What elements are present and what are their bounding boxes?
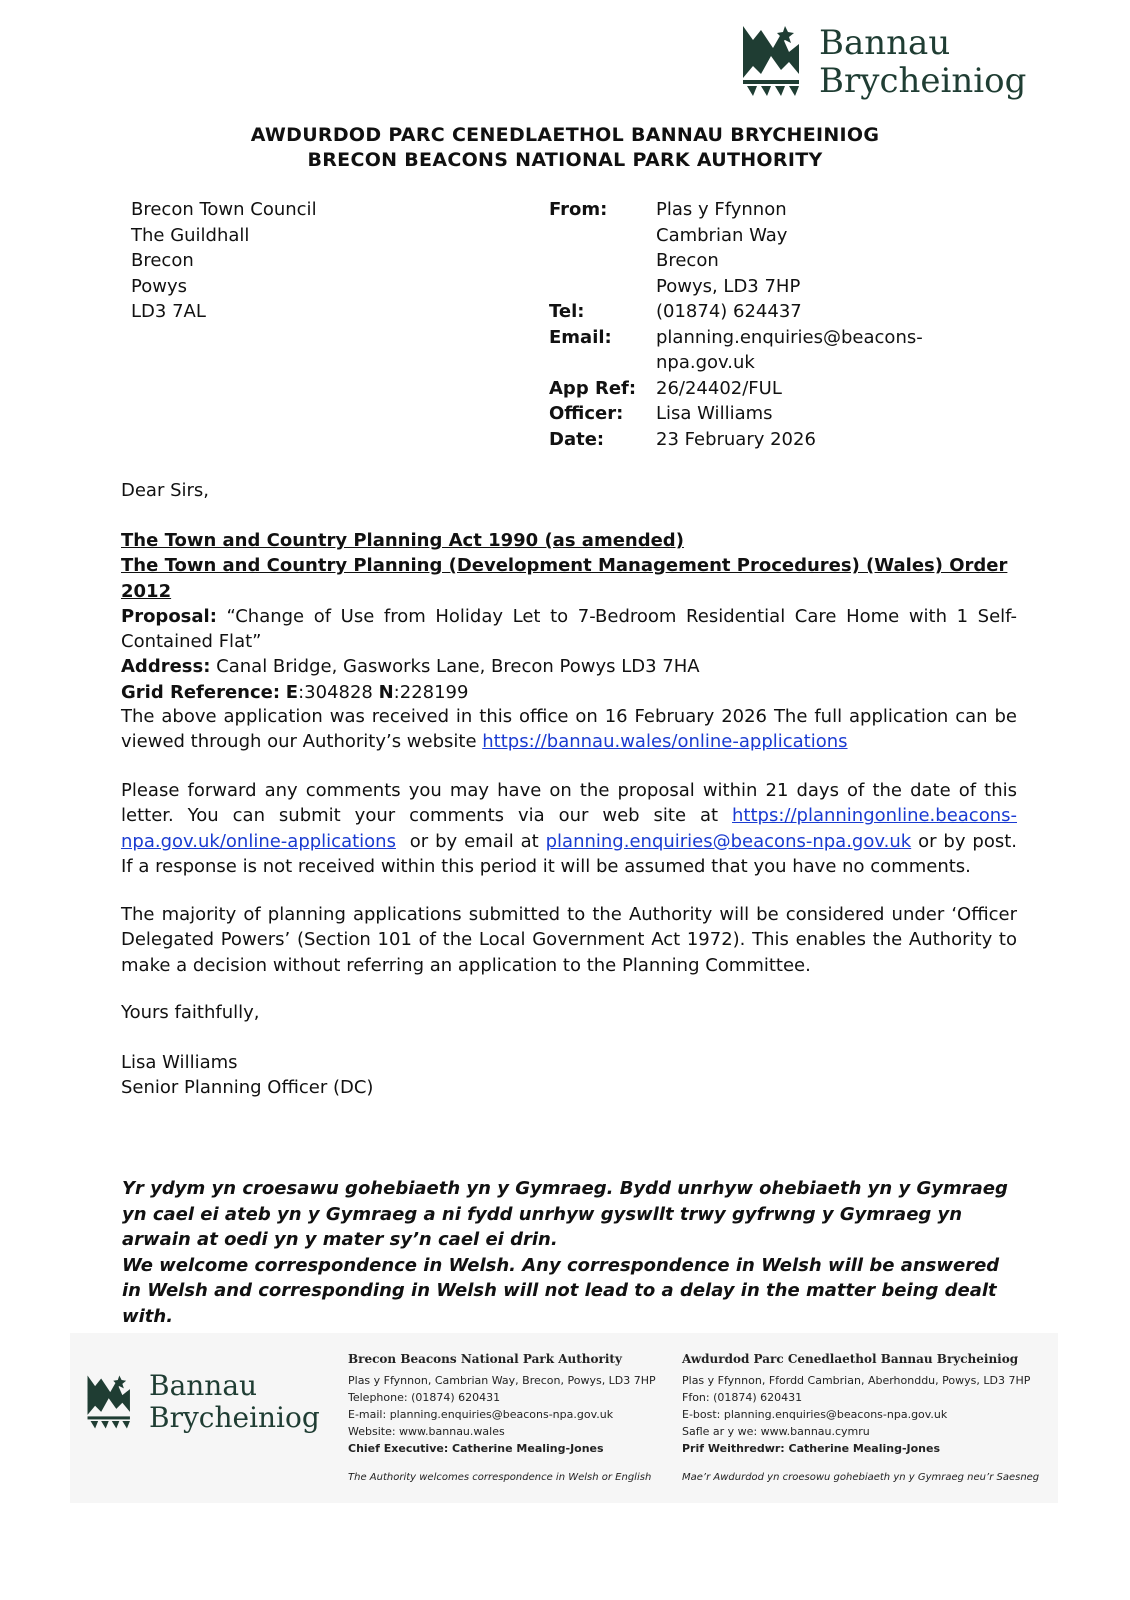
footer-bannau-logo xyxy=(86,1369,326,1443)
footer-english-title: Brecon Beacons National Park Authority xyxy=(348,1352,622,1366)
footer-english-note: The Authority welcomes correspondence in Welsh or English xyxy=(348,1472,652,1483)
heading-welsh: AWDURDOD PARC CENEDLAETHOL BANNAU BRYCHEINIOG xyxy=(250,124,880,146)
proposal xyxy=(121,604,1017,655)
recipient-line: Powys xyxy=(131,275,187,297)
recipient-line: Brecon xyxy=(131,250,194,271)
from-label: From: xyxy=(549,199,608,220)
appref-value: 26/24402/FUL xyxy=(656,377,782,399)
northing-value: :228199 xyxy=(393,681,469,703)
northing-label: N xyxy=(378,681,394,703)
paragraph-comments-text-1: Please forward any comments you may have on the proposal within 21 days of the date of this letter. You can submit your comments via our web site at xyxy=(121,780,1017,827)
footer-logo-line-1: Bannau xyxy=(149,1369,258,1402)
paragraph-comments xyxy=(121,778,1017,879)
footer-english-contact xyxy=(348,1351,656,1486)
footer-welsh-title: Awdurdod Parc Cenedlaethol Bannau Brycheiniog xyxy=(682,1352,1019,1366)
date-label: Date: xyxy=(549,428,605,450)
easting-label: E xyxy=(285,681,299,703)
welsh-language-statement xyxy=(122,1176,1015,1329)
site-address xyxy=(121,654,1017,679)
planning-email-link[interactable]: planning.enquiries@beacons-npa.gov.uk xyxy=(545,830,912,852)
logo-line-2: Brycheiniog xyxy=(819,61,1027,101)
officer-value: Lisa Williams xyxy=(656,403,773,424)
tel-label: Tel: xyxy=(549,301,585,322)
paragraph-delegated-powers: The majority of planning applications submitted to the Authority will be considered under ‘Officer Delegated Powers’ (Section 101 of the Local Government Act 1972). This enables the Authority to make a decision without referring an application to the Planning Committee. xyxy=(121,904,1017,976)
footer-english-phone: Telephone: (01874) 620431 xyxy=(348,1391,501,1404)
footer-english-address: Plas y Ffynnon, Cambrian Way, Brecon, Powys, LD3 7HP xyxy=(348,1374,656,1387)
paragraph-received-text: The above application was received in this office on 16 February 2026 The full application can be viewed through our Authority’s website xyxy=(121,706,1017,753)
footer-welsh-ceo: Prif Weithredwr: Catherine Mealing-Jones xyxy=(682,1442,941,1455)
from-line: Plas y Ffynnon xyxy=(656,199,787,220)
paragraph-received xyxy=(121,704,1017,755)
recipient-address xyxy=(131,197,317,325)
bannau-logo xyxy=(741,25,1026,105)
salutation: Dear Sirs, xyxy=(121,480,210,501)
logo-line-1: Bannau xyxy=(819,23,951,63)
welsh-statement-en: We welcome correspondence in Welsh. Any correspondence in Welsh will be answered in Welsh and corresponding in Welsh will not lead to a delay in the matter being dealt with. xyxy=(122,1254,1000,1327)
email-value-line-2: npa.gov.uk xyxy=(656,352,755,373)
from-line: Brecon xyxy=(656,250,719,271)
mountain-emblem-icon xyxy=(741,26,807,96)
footer-logo-line-2: Brycheiniog xyxy=(149,1401,320,1434)
from-line: Powys, LD3 7HP xyxy=(656,275,801,297)
online-applications-link[interactable]: https://bannau.wales/online-applications xyxy=(482,731,848,753)
email-value-line-1: planning.enquiries@beacons- xyxy=(656,326,923,348)
letter-footer xyxy=(70,1333,1058,1503)
paragraph-comments-text-2: or by email at xyxy=(395,830,546,852)
proposal-label: Proposal: xyxy=(121,605,217,627)
paragraph-comments-text-3: or by post. If a response is not received within this period it will be assumed that you have no comments. xyxy=(121,830,1017,877)
signature-name: Lisa Williams xyxy=(121,1052,238,1073)
recipient-line: The Guildhall xyxy=(131,224,250,246)
recipient-line: LD3 7AL xyxy=(131,301,206,322)
signature-title: Senior Planning Officer (DC) xyxy=(121,1077,374,1098)
act-title-2: The Town and Country Planning (Development Management Procedures) (Wales) Order 2012 xyxy=(121,555,1008,602)
footer-english-email: E-mail: planning.enquiries@beacons-npa.gov.uk xyxy=(348,1408,614,1421)
grid-label: Grid Reference: xyxy=(121,681,281,703)
footer-welsh-phone: Ffon: (01874) 620431 xyxy=(682,1391,803,1404)
recipient-line: Brecon Town Council xyxy=(131,199,317,220)
welsh-statement-cy: Yr ydym yn croesawu gohebiaeth yn y Gymraeg. Bydd unrhyw ohebiaeth yn y Gymraeg yn cael ei ateb yn y Gymraeg a ni fydd unrhyw gyswllt trwy gyfrwng y Gymraeg yn arwain at oedi yn y mater sy’n cael ei drin. xyxy=(122,1178,1008,1250)
grid-reference xyxy=(121,680,1017,705)
footer-welsh-website: Safle ar y we: www.bannau.cymru xyxy=(682,1425,870,1438)
easting-value: :304828 xyxy=(298,681,379,703)
footer-english-ceo: Chief Executive: Catherine Mealing-Jones xyxy=(348,1442,604,1455)
footer-welsh-address: Plas y Ffynnon, Ffordd Cambrian, Aberhonddu, Powys, LD3 7HP xyxy=(682,1374,1031,1387)
sender-labels xyxy=(549,197,636,452)
footer-welsh-email: E-bost: planning.enquiries@beacons-npa.gov.uk xyxy=(682,1408,948,1421)
from-line: Cambrian Way xyxy=(656,224,788,246)
footer-welsh-contact xyxy=(682,1351,1039,1486)
footer-welsh-note: Mae’r Awdurdod yn croesowu gohebiaeth yn y Gymraeg neu’r Saesneg xyxy=(682,1472,1040,1483)
sender-values xyxy=(656,197,923,452)
act-title-1: The Town and Country Planning Act 1990 (as amended) xyxy=(121,530,684,551)
address-text: Canal Bridge, Gasworks Lane, Brecon Powys LD3 7HA xyxy=(216,656,700,678)
subject-block xyxy=(121,528,1017,705)
proposal-text: “Change of Use from Holiday Let to 7-Bedroom Residential Care Home with 1 Self-Contained Flat” xyxy=(121,605,1018,653)
appref-label: App Ref: xyxy=(549,377,637,399)
email-label: Email: xyxy=(549,326,612,348)
heading-english: BRECON BEACONS NATIONAL PARK AUTHORITY xyxy=(307,149,823,171)
date-value: 23 February 2026 xyxy=(656,428,816,450)
address-label: Address: xyxy=(121,656,211,678)
tel-value: (01874) 624437 xyxy=(656,301,802,322)
officer-label: Officer: xyxy=(549,403,624,424)
footer-english-website: Website: www.bannau.wales xyxy=(348,1425,505,1438)
closing: Yours faithfully, xyxy=(121,1002,260,1023)
planning-online-link[interactable]: https://planningonline.beacons-npa.gov.uk/online-applications xyxy=(121,805,1017,852)
mountain-emblem-icon xyxy=(86,1373,136,1431)
